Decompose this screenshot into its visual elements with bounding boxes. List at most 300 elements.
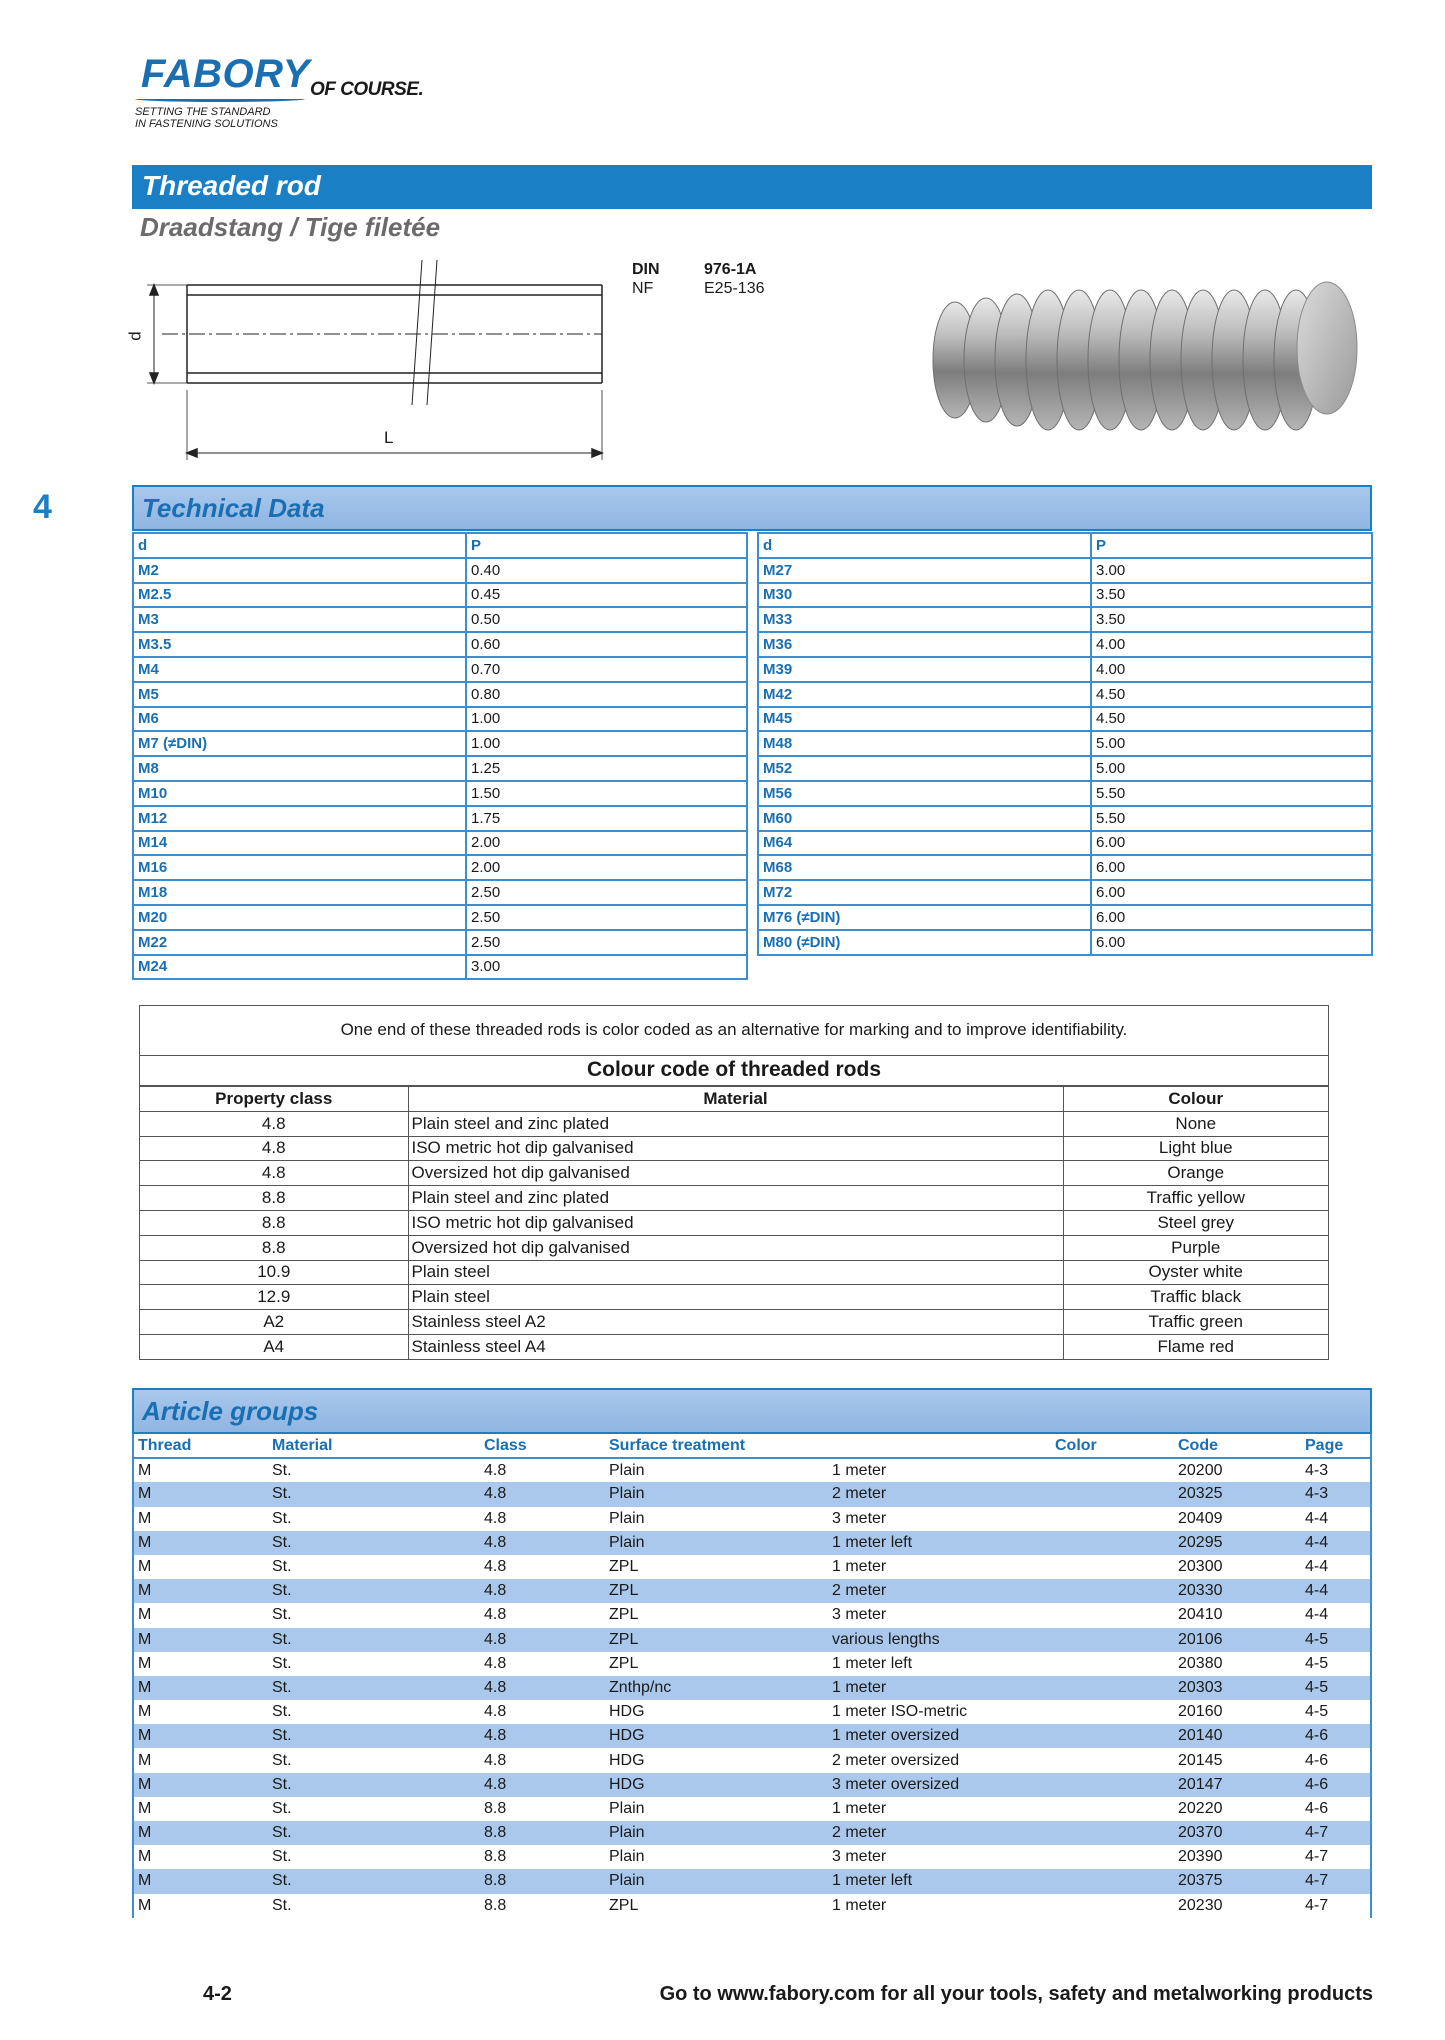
table-cell: ZPL (609, 1558, 639, 1576)
table-cell: 20230 (1178, 1896, 1223, 1914)
table-cell: 4.8 (484, 1654, 507, 1672)
table-row (133, 1797, 1371, 1821)
table-row (758, 806, 1372, 831)
technical-data-table-left (132, 532, 748, 980)
table-cell: St. (272, 1461, 292, 1479)
column-header: Thread (133, 1434, 268, 1458)
table-cell: Plain steel and zinc plated (408, 1111, 1063, 1136)
table-cell: Plain (609, 1848, 645, 1866)
table-row (140, 1210, 1328, 1235)
table-row (133, 682, 747, 707)
table-row (133, 1821, 1371, 1845)
table-cell: 1 meter (832, 1558, 887, 1576)
table-cell: Plain (605, 1482, 828, 1506)
table-cell (1051, 1531, 1174, 1555)
table-cell: ZPL (609, 1654, 639, 1672)
table-row (133, 1603, 1371, 1627)
table-cell: M (138, 1703, 152, 1721)
table-cell: M (138, 1654, 152, 1672)
table-cell: 20160 (1178, 1703, 1223, 1721)
table-cell: St. (268, 1628, 480, 1652)
table-cell: various lengths (828, 1628, 1051, 1652)
table-cell: 20370 (1174, 1821, 1301, 1845)
thread-pitch-cell: 5.50 (1091, 806, 1372, 831)
table-cell (1051, 1652, 1174, 1676)
table-row (133, 831, 747, 856)
table-row (133, 632, 747, 657)
standard-value: E25-136 (704, 280, 765, 297)
thread-pitch-cell: 5.50 (1091, 781, 1372, 806)
table-cell: 20409 (1178, 1509, 1223, 1527)
thread-diameter-cell: M42 (758, 682, 1091, 707)
technical-data-table-right (757, 532, 1373, 956)
table-cell: M (133, 1628, 268, 1652)
table-cell: 4-4 (1301, 1579, 1371, 1603)
table-row (133, 880, 747, 905)
column-header-p: P (1091, 533, 1372, 558)
table-cell: ISO metric hot dip galvanised (408, 1210, 1063, 1235)
table-row (133, 1458, 1371, 1482)
table-row (758, 607, 1372, 632)
table-cell (1051, 1797, 1174, 1821)
thread-pitch-cell: 6.00 (1091, 831, 1372, 856)
table-header-row (758, 533, 1372, 558)
dimension-d-label: d (125, 331, 145, 341)
thread-pitch-cell: 5.00 (1091, 731, 1372, 756)
table-row (133, 855, 747, 880)
thread-pitch-cell: 2.50 (466, 930, 747, 955)
table-cell: M (133, 1773, 268, 1797)
logo-suffix: OF COURSE. (310, 79, 424, 100)
thread-diameter-cell: M72 (758, 880, 1091, 905)
table-cell: 20330 (1174, 1579, 1301, 1603)
table-cell: 20303 (1174, 1676, 1301, 1700)
thread-pitch-cell: 0.40 (466, 558, 747, 583)
table-cell: Traffic black (1063, 1285, 1328, 1310)
table-row (133, 657, 747, 682)
thread-diameter-cell: M10 (133, 781, 466, 806)
table-row (140, 1260, 1328, 1285)
table-cell: St. (272, 1896, 292, 1914)
table-cell: Plain (605, 1869, 828, 1893)
table-row (133, 1773, 1371, 1797)
table-row (133, 1869, 1371, 1893)
table-cell (1051, 1821, 1174, 1845)
thread-diameter-cell: M2.5 (133, 583, 466, 608)
table-cell (1051, 1458, 1174, 1482)
table-cell: M (138, 1848, 152, 1866)
column-header: Code (1174, 1434, 1301, 1458)
thread-pitch-cell: 4.50 (1091, 682, 1372, 707)
thread-pitch-cell: 3.50 (1091, 607, 1372, 632)
table-cell: 20145 (1178, 1751, 1223, 1769)
table-cell: 20140 (1174, 1724, 1301, 1748)
table-cell: 4-6 (1305, 1751, 1329, 1769)
table-cell: Flame red (1063, 1334, 1328, 1359)
logo-tagline-2: IN FASTENING SOLUTIONS (135, 118, 278, 130)
table-cell (1051, 1700, 1174, 1724)
footer-page-number: 4-2 (203, 1983, 232, 2005)
standard-key: DIN (632, 261, 660, 278)
table-row (133, 1845, 1371, 1869)
table-cell: Traffic yellow (1063, 1186, 1328, 1211)
thread-pitch-cell: 0.70 (466, 657, 747, 682)
page-subtitle: Draadstang / Tige filetée (140, 212, 441, 242)
table-cell: 1 meter left (828, 1531, 1051, 1555)
table-cell: 2 meter (828, 1821, 1051, 1845)
table-cell: Light blue (1063, 1136, 1328, 1161)
table-row (133, 1724, 1371, 1748)
table-cell: M (138, 1558, 152, 1576)
thread-pitch-cell: 0.80 (466, 682, 747, 707)
table-cell: Traffic green (1063, 1310, 1328, 1335)
table-cell: HDG (609, 1751, 645, 1769)
thread-pitch-cell: 0.45 (466, 583, 747, 608)
table-cell: M (138, 1751, 152, 1769)
table-cell: 4.8 (484, 1509, 507, 1527)
thread-diameter-cell: M80 (≠DIN) (758, 930, 1091, 955)
table-row (133, 781, 747, 806)
thread-pitch-cell: 2.00 (466, 855, 747, 880)
thread-pitch-cell: 0.50 (466, 607, 747, 632)
table-cell: St. (272, 1848, 292, 1866)
thread-pitch-cell: 4.00 (1091, 657, 1372, 682)
thread-pitch-cell: 4.00 (1091, 632, 1372, 657)
thread-diameter-cell: M48 (758, 731, 1091, 756)
table-row (758, 707, 1372, 732)
technical-data-heading: Technical Data (132, 485, 1372, 531)
table-row (758, 880, 1372, 905)
table-cell (1051, 1507, 1174, 1531)
thread-pitch-cell: 3.50 (1091, 583, 1372, 608)
table-cell: 4-3 (1305, 1461, 1329, 1479)
table-cell: 1 meter (828, 1676, 1051, 1700)
table-cell (1051, 1724, 1174, 1748)
column-header: Property class (140, 1087, 408, 1112)
column-header: Material (408, 1087, 1063, 1112)
thread-diameter-cell: M6 (133, 707, 466, 732)
table-cell: Steel grey (1063, 1210, 1328, 1235)
table-cell: 2 meter (828, 1579, 1051, 1603)
table-cell: St. (268, 1676, 480, 1700)
table-cell: St. (268, 1531, 480, 1555)
column-header: Class (480, 1434, 605, 1458)
table-cell: Plain (609, 1799, 645, 1817)
table-cell: ZPL (605, 1628, 828, 1652)
table-cell: 20325 (1174, 1482, 1301, 1506)
thread-pitch-cell: 0.60 (466, 632, 747, 657)
threaded-rod-photo (925, 270, 1370, 450)
dimension-l-label: L (384, 428, 394, 447)
thread-pitch-cell: 1.50 (466, 781, 747, 806)
table-cell: M (138, 1509, 152, 1527)
thread-pitch-cell: 6.00 (1091, 855, 1372, 880)
table-cell: 1 meter (832, 1461, 887, 1479)
thread-pitch-cell: 5.00 (1091, 756, 1372, 781)
table-cell: 4.8 (480, 1482, 605, 1506)
table-header-row (140, 1087, 1328, 1112)
table-cell: Plain steel (408, 1285, 1063, 1310)
table-cell: 1 meter oversized (828, 1724, 1051, 1748)
table-cell: 20390 (1178, 1848, 1223, 1866)
colour-code-box (139, 1005, 1329, 1360)
table-row (758, 781, 1372, 806)
article-groups-table (132, 1434, 1372, 1918)
table-cell: 4-4 (1305, 1606, 1329, 1624)
table-cell: 4.8 (484, 1703, 507, 1721)
table-cell: 2 meter oversized (832, 1751, 960, 1769)
table-cell: 4-4 (1305, 1558, 1329, 1576)
table-cell (1051, 1482, 1174, 1506)
table-cell: 4.8 (140, 1136, 408, 1161)
table-cell: 4-4 (1301, 1531, 1371, 1555)
table-cell (1051, 1676, 1174, 1700)
table-cell: ZPL (609, 1606, 639, 1624)
thread-diameter-cell: M30 (758, 583, 1091, 608)
thread-diameter-cell: M14 (133, 831, 466, 856)
thread-diameter-cell: M12 (133, 806, 466, 831)
table-cell: Znthp/nc (605, 1676, 828, 1700)
table-cell: 1 meter (832, 1799, 887, 1817)
table-cell: 20295 (1174, 1531, 1301, 1555)
column-header: Surface treatment (605, 1434, 828, 1458)
table-cell: 4-6 (1305, 1799, 1329, 1817)
table-cell: Stainless steel A4 (408, 1334, 1063, 1359)
table-cell: 20300 (1178, 1558, 1223, 1576)
table-row (140, 1235, 1328, 1260)
logo-swoosh (135, 96, 305, 102)
table-row (133, 1507, 1371, 1531)
chapter-number: 4 (33, 488, 52, 526)
table-cell: 1 meter left (828, 1869, 1051, 1893)
table-cell: HDG (605, 1724, 828, 1748)
table-cell: M (133, 1821, 268, 1845)
table-cell: 4.8 (480, 1628, 605, 1652)
table-cell: 8.8 (480, 1821, 605, 1845)
table-cell: 3 meter (832, 1848, 887, 1866)
table-cell: 20106 (1174, 1628, 1301, 1652)
table-row (133, 1531, 1371, 1555)
thread-diameter-cell: M18 (133, 880, 466, 905)
table-cell: 4-5 (1301, 1676, 1371, 1700)
table-cell: 4.8 (484, 1558, 507, 1576)
table-cell: 4-3 (1301, 1482, 1371, 1506)
thread-pitch-cell: 1.00 (466, 707, 747, 732)
table-cell: 4.8 (480, 1531, 605, 1555)
table-cell: 3 meter (832, 1509, 887, 1527)
colour-code-title: Colour code of threaded rods (140, 1056, 1328, 1086)
table-row (758, 831, 1372, 856)
table-cell: 20147 (1174, 1773, 1301, 1797)
table-cell: Oversized hot dip galvanised (408, 1235, 1063, 1260)
table-cell: St. (268, 1579, 480, 1603)
table-cell: 20220 (1178, 1799, 1223, 1817)
thread-pitch-cell: 3.00 (1091, 558, 1372, 583)
table-cell: 4-7 (1305, 1896, 1329, 1914)
thread-diameter-cell: M36 (758, 632, 1091, 657)
thread-diameter-cell: M22 (133, 930, 466, 955)
table-cell: 20380 (1178, 1654, 1223, 1672)
logo-tagline (135, 106, 395, 130)
table-cell: 8.8 (484, 1848, 507, 1866)
table-cell: Plain steel (408, 1260, 1063, 1285)
thread-diameter-cell: M24 (133, 955, 466, 980)
table-row (758, 855, 1372, 880)
thread-diameter-cell: M56 (758, 781, 1091, 806)
table-header-row (133, 1434, 1371, 1458)
standards-list (632, 260, 765, 298)
thread-diameter-cell: M3 (133, 607, 466, 632)
table-cell: 4.8 (484, 1461, 507, 1479)
table-row (140, 1186, 1328, 1211)
table-cell: HDG (609, 1703, 645, 1721)
table-cell: ZPL (609, 1896, 639, 1914)
table-cell: 4-5 (1301, 1628, 1371, 1652)
column-header-d: d (133, 533, 466, 558)
table-cell: M (133, 1531, 268, 1555)
table-row (133, 707, 747, 732)
thread-diameter-cell: M20 (133, 905, 466, 930)
table-cell: 4.8 (480, 1676, 605, 1700)
table-cell (1051, 1845, 1174, 1869)
table-cell: M (138, 1799, 152, 1817)
footer-text: Go to www.fabory.com for all your tools, safety and metalworking products (659, 1983, 1373, 2005)
table-cell: A2 (140, 1310, 408, 1335)
table-cell: Purple (1063, 1235, 1328, 1260)
table-cell: 20375 (1174, 1869, 1301, 1893)
table-cell: 4-7 (1301, 1821, 1371, 1845)
table-cell: HDG (605, 1773, 828, 1797)
table-row (133, 1482, 1371, 1506)
thread-pitch-cell: 4.50 (1091, 707, 1372, 732)
table-row (133, 1652, 1371, 1676)
column-header (828, 1434, 1051, 1458)
table-row (133, 905, 747, 930)
table-row (133, 731, 747, 756)
table-cell: 4-5 (1305, 1703, 1329, 1721)
column-header-d: d (758, 533, 1091, 558)
table-cell: 4-7 (1305, 1848, 1329, 1866)
table-cell: M (138, 1461, 152, 1479)
table-cell (1051, 1748, 1174, 1772)
thread-pitch-cell: 2.50 (466, 880, 747, 905)
logo-tagline-1: SETTING THE STANDARD (135, 106, 271, 118)
table-cell: Oversized hot dip galvanised (408, 1161, 1063, 1186)
thread-diameter-cell: M7 (≠DIN) (133, 731, 466, 756)
table-row (133, 1555, 1371, 1579)
table-cell: M (133, 1579, 268, 1603)
table-row (758, 632, 1372, 657)
logo-brand: FABORY (141, 52, 310, 96)
table-row (140, 1161, 1328, 1186)
table-cell: Stainless steel A2 (408, 1310, 1063, 1335)
table-cell: 20410 (1178, 1606, 1223, 1624)
thread-pitch-cell: 6.00 (1091, 930, 1372, 955)
table-cell: St. (272, 1509, 292, 1527)
table-row (133, 607, 747, 632)
table-row (758, 583, 1372, 608)
thread-pitch-cell: 6.00 (1091, 880, 1372, 905)
table-cell: 4.8 (484, 1606, 507, 1624)
thread-diameter-cell: M60 (758, 806, 1091, 831)
table-row (140, 1136, 1328, 1161)
table-row (133, 1579, 1371, 1603)
colour-code-note: One end of these threaded rods is color coded as an alternative for marking and to improve identifiability. (140, 1006, 1328, 1056)
thread-diameter-cell: M3.5 (133, 632, 466, 657)
table-cell: Plain (605, 1821, 828, 1845)
table-row (758, 930, 1372, 955)
standard-row (632, 260, 765, 279)
table-cell: 3 meter oversized (828, 1773, 1051, 1797)
table-row (758, 756, 1372, 781)
table-cell (1051, 1628, 1174, 1652)
thread-pitch-cell: 6.00 (1091, 905, 1372, 930)
table-row (758, 558, 1372, 583)
table-cell: Plain (605, 1531, 828, 1555)
table-row (133, 1894, 1371, 1918)
table-cell: 4-7 (1301, 1869, 1371, 1893)
colour-code-table (140, 1086, 1328, 1359)
table-cell (1051, 1555, 1174, 1579)
table-cell (1051, 1773, 1174, 1797)
thread-diameter-cell: M16 (133, 855, 466, 880)
table-cell: 3 meter (832, 1606, 887, 1624)
standard-value: 976-1A (704, 261, 757, 278)
table-cell: A4 (140, 1334, 408, 1359)
table-cell: St. (272, 1751, 292, 1769)
thread-diameter-cell: M68 (758, 855, 1091, 880)
fabory-logo (135, 52, 435, 132)
table-row (133, 583, 747, 608)
table-cell: St. (272, 1606, 292, 1624)
table-cell (1051, 1579, 1174, 1603)
page-title: Threaded rod (132, 165, 1372, 209)
column-header: Page (1301, 1434, 1371, 1458)
table-cell: ISO metric hot dip galvanised (408, 1136, 1063, 1161)
table-cell: 4-6 (1301, 1773, 1371, 1797)
table-row (133, 955, 747, 980)
table-cell: M (133, 1676, 268, 1700)
table-cell: St. (272, 1654, 292, 1672)
table-row (133, 756, 747, 781)
table-row (140, 1111, 1328, 1136)
column-header-p: P (466, 533, 747, 558)
table-cell: 4.8 (140, 1111, 408, 1136)
thread-diameter-cell: M5 (133, 682, 466, 707)
table-row (758, 682, 1372, 707)
table-cell: 8.8 (140, 1186, 408, 1211)
table-cell: 4-6 (1301, 1724, 1371, 1748)
thread-diameter-cell: M45 (758, 707, 1091, 732)
thread-pitch-cell: 1.75 (466, 806, 747, 831)
table-cell: M (138, 1606, 152, 1624)
table-cell: 1 meter left (832, 1654, 913, 1672)
table-cell: 8.8 (140, 1235, 408, 1260)
table-row (133, 558, 747, 583)
threaded-rod-drawing (132, 255, 612, 465)
table-cell: 8.8 (140, 1210, 408, 1235)
thread-diameter-cell: M33 (758, 607, 1091, 632)
article-groups-heading: Article groups (132, 1388, 1372, 1434)
table-row (140, 1310, 1328, 1335)
table-row (140, 1334, 1328, 1359)
table-row (758, 905, 1372, 930)
table-cell (1051, 1603, 1174, 1627)
table-cell: St. (272, 1703, 292, 1721)
column-header: Material (268, 1434, 480, 1458)
table-cell (1051, 1894, 1174, 1918)
table-cell: Plain (609, 1461, 645, 1479)
